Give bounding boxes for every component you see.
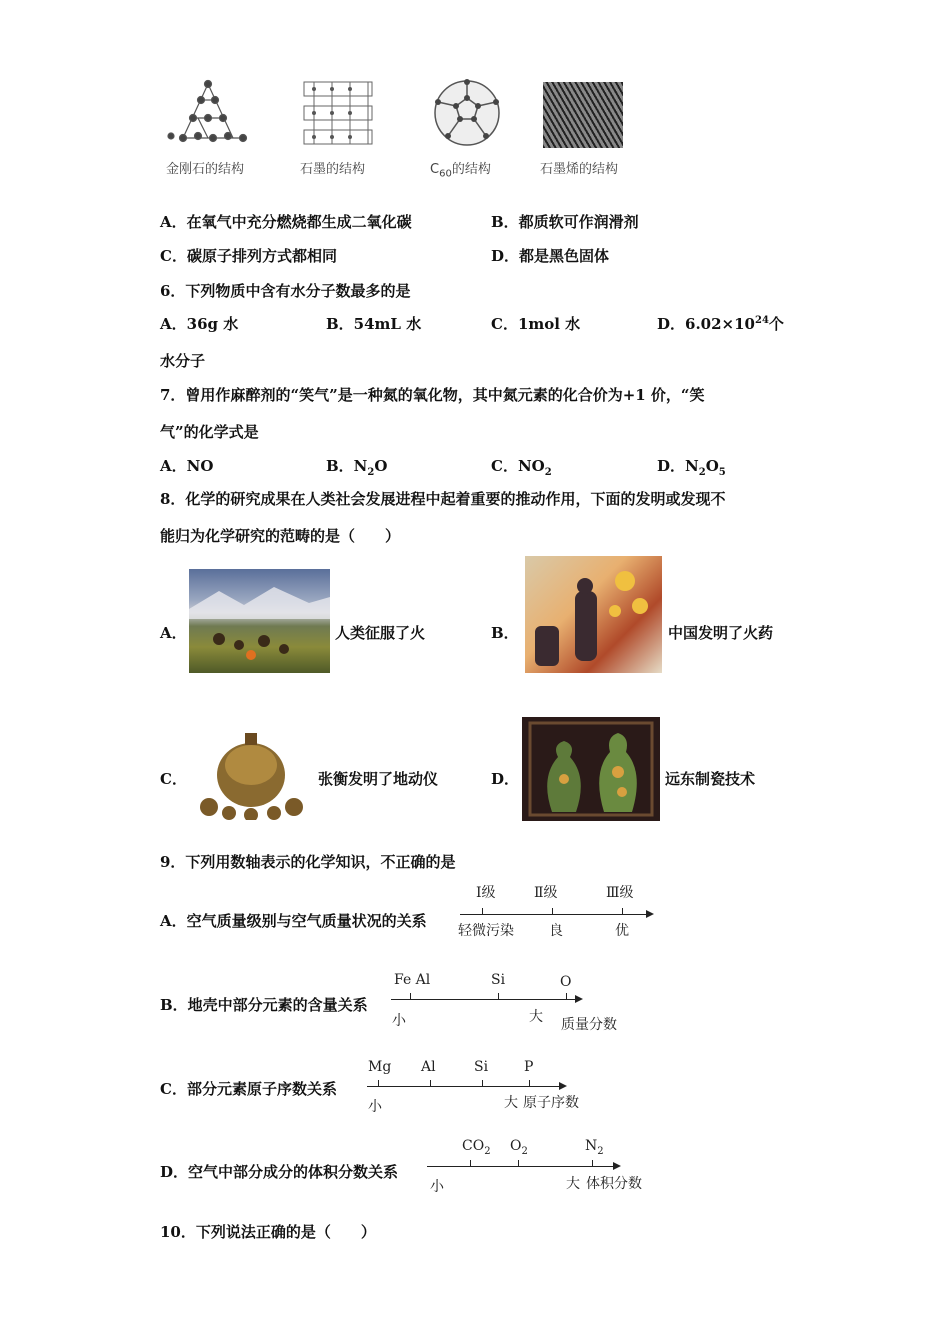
q8-option-b-text: 中国发明了火药 bbox=[668, 624, 774, 642]
q5-option-a: A．在氧气中充分燃烧都生成二氧化碳 bbox=[160, 213, 412, 231]
q9-a-top-label: Ⅱ级 bbox=[534, 885, 558, 901]
q6-option-b: B．54mL 水 bbox=[326, 315, 422, 333]
q8-option-c-text: 张衡发明了地动仪 bbox=[318, 770, 439, 788]
q9-b-top-label: O bbox=[560, 974, 572, 990]
caption-c60: $C_{60}$的结构 bbox=[430, 162, 491, 180]
caption-diamond: 金刚石的结构 bbox=[166, 162, 245, 177]
q8-fire-image bbox=[189, 569, 330, 673]
q8-stem-line1: 8．化学的研究成果在人类社会发展进程中起着重要的推动作用，下面的发明或发现不 bbox=[160, 490, 726, 508]
q7-stem-line2: 气”的化学式是 bbox=[160, 423, 259, 441]
q9-a-bottom-label: 良 bbox=[549, 923, 563, 939]
q9-d-o2-label: $O_2$ bbox=[510, 1138, 528, 1157]
diamond-structure-image bbox=[163, 78, 253, 150]
q9-option-a-text: A．空气质量级别与空气质量状况的关系 bbox=[160, 912, 427, 930]
q10-stem: 10．下列说法正确的是（ ） bbox=[160, 1223, 376, 1241]
q9-c-top-label: Mg bbox=[368, 1059, 392, 1075]
q8-option-d-letter: D． bbox=[491, 770, 520, 788]
q9-option-b-text: B．地壳中部分元素的含量关系 bbox=[160, 996, 368, 1014]
q7-option-c: C．$NO_2$ bbox=[491, 457, 552, 478]
q8-option-c-letter: C． bbox=[160, 770, 187, 788]
q9-option-d-text: D．空气中部分成分的体积分数关系 bbox=[160, 1163, 399, 1181]
q9-b-top-label: Fe Al bbox=[394, 972, 431, 988]
q8-porcelain-image bbox=[522, 717, 660, 821]
q6-option-c: C．1mol 水 bbox=[491, 315, 581, 333]
q9-c-top-label: P bbox=[524, 1059, 534, 1075]
q8-option-d-text: 远东制瓷技术 bbox=[665, 770, 756, 788]
graphene-structure-image bbox=[543, 82, 623, 148]
q8-option-b-letter: B． bbox=[491, 624, 519, 642]
q9-c-top-label: Al bbox=[421, 1059, 436, 1075]
q5-option-b: B．都质软可作润滑剂 bbox=[491, 213, 639, 231]
q9-b-large-label: 大 bbox=[529, 1009, 543, 1025]
c60-structure-image bbox=[430, 76, 504, 150]
q9-option-c-text: C．部分元素原子序数关系 bbox=[160, 1080, 337, 1098]
graphite-structure-image bbox=[298, 78, 378, 150]
q8-stem-line2: 能归为化学研究的范畴的是（ ） bbox=[160, 527, 401, 545]
caption-graphene: 石墨烯的结构 bbox=[540, 162, 619, 177]
q5-option-c: C．碳原子排列方式都相同 bbox=[160, 247, 337, 265]
q9-c-unit-label: 原子序数 bbox=[523, 1095, 579, 1111]
q9-b-top-label: Si bbox=[491, 972, 506, 988]
q9-d-n2-label: $N_2$ bbox=[585, 1138, 604, 1157]
q7-option-d: D．$N_2O_5$ bbox=[657, 457, 726, 478]
q8-option-a-letter: A． bbox=[160, 624, 187, 642]
q8-gunpowder-image bbox=[525, 556, 662, 673]
q5-option-d: D．都是黑色固体 bbox=[491, 247, 610, 265]
q7-stem-line1: 7．曾用作麻醉剂的“笑气”是一种氮的氧化物，其中氮元素的化合价为+1 价，“笑 bbox=[160, 386, 705, 404]
caption-graphite: 石墨的结构 bbox=[300, 162, 366, 177]
q8-seismograph-image bbox=[189, 725, 314, 820]
q9-b-unit-label: 质量分数 bbox=[561, 1017, 617, 1033]
q6-option-d-continued: 水分子 bbox=[160, 352, 206, 370]
q9-stem: 9．下列用数轴表示的化学知识，不正确的是 bbox=[160, 853, 456, 871]
q9-d-co2-label: $CO_2$ bbox=[462, 1138, 491, 1157]
q9-d-small-label: 小 bbox=[430, 1179, 444, 1195]
q6-option-d: D．$6.02\times 10^{24}$个 bbox=[657, 315, 784, 333]
q9-a-top-label: Ⅰ级 bbox=[476, 885, 496, 901]
q9-d-large-label: 大 bbox=[566, 1176, 580, 1192]
q6-option-a: A．36g 水 bbox=[160, 315, 239, 333]
q9-c-large-label: 大 bbox=[504, 1095, 518, 1111]
q9-a-bottom-label: 优 bbox=[615, 923, 629, 939]
q9-a-bottom-label: 轻微污染 bbox=[458, 923, 514, 939]
q7-option-a: A．NO bbox=[160, 457, 214, 475]
q9-c-top-label: Si bbox=[474, 1059, 489, 1075]
q6-stem: 6．下列物质中含有水分子数最多的是 bbox=[160, 282, 411, 300]
q9-d-unit-label: 体积分数 bbox=[586, 1176, 642, 1192]
q7-option-b: B．$N_2O$ bbox=[326, 457, 388, 478]
q9-a-top-label: Ⅲ级 bbox=[606, 885, 634, 901]
q9-c-small-label: 小 bbox=[368, 1099, 382, 1115]
q9-b-small-label: 小 bbox=[392, 1013, 406, 1029]
q8-option-a-text: 人类征服了火 bbox=[335, 624, 426, 642]
